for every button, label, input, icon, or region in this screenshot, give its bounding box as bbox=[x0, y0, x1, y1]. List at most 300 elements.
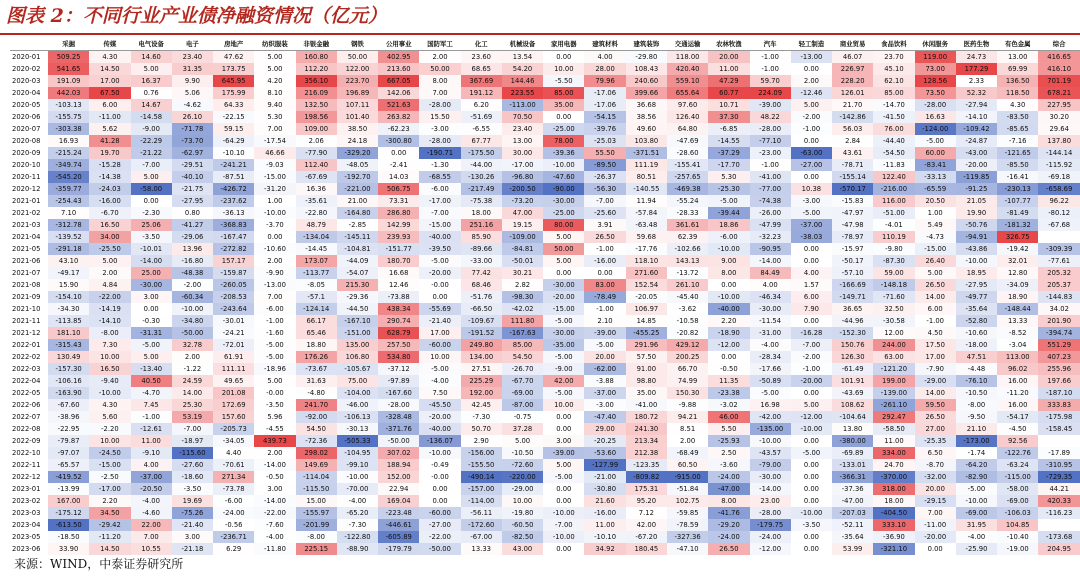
table-cell: -10.00 bbox=[708, 243, 749, 255]
table-cell: 76.00 bbox=[873, 123, 914, 135]
table-cell: 175.99 bbox=[213, 87, 254, 99]
table-cell: 7.00 bbox=[254, 291, 295, 303]
table-cell: 24.73 bbox=[956, 51, 997, 64]
table-cell: -98.30 bbox=[502, 291, 543, 303]
table-cell: 0.00 bbox=[708, 279, 749, 291]
table-cell: -16.80 bbox=[172, 255, 213, 267]
table-cell: -37.12 bbox=[378, 363, 419, 375]
table-cell: -16.00 bbox=[584, 255, 625, 267]
table-cell: 191.12 bbox=[461, 87, 502, 99]
table-cell: -5.00 bbox=[956, 483, 997, 495]
table-cell: 7.00 bbox=[419, 87, 460, 99]
table-cell: 2.06 bbox=[296, 135, 337, 147]
table-cell: -10.00 bbox=[708, 291, 749, 303]
table-cell: -328.48 bbox=[378, 411, 419, 423]
table-cell: 9.90 bbox=[172, 75, 213, 87]
table-cell: 34.50 bbox=[89, 507, 130, 519]
row-date: 2022-05 bbox=[12, 389, 41, 397]
table-cell: 0.00 bbox=[791, 471, 832, 483]
table-cell: -10.00 bbox=[791, 423, 832, 435]
table-cell: 26.40 bbox=[915, 255, 956, 267]
header-industry: 休闲服务 bbox=[915, 38, 956, 51]
table-cell: -79.00 bbox=[750, 459, 791, 471]
table-cell: -18.50 bbox=[48, 531, 89, 543]
table-cell: 108.62 bbox=[832, 399, 873, 411]
table-cell: 26.10 bbox=[172, 111, 213, 123]
table-cell: -97.07 bbox=[48, 447, 89, 459]
table-cell: -9.03 bbox=[254, 159, 295, 171]
table-cell: -4.00 bbox=[337, 495, 378, 507]
table-cell: -69.00 bbox=[502, 387, 543, 399]
table-cell: -20.00 bbox=[543, 291, 584, 303]
table-cell: -10.50 bbox=[502, 447, 543, 459]
table-cell: 0.00 bbox=[791, 495, 832, 507]
table-cell: -2.00 bbox=[791, 351, 832, 363]
table-cell: 0.00 bbox=[584, 267, 625, 279]
table-cell: -310.95 bbox=[1038, 459, 1080, 471]
table-row bbox=[10, 159, 1080, 171]
row-date: 2023-05 bbox=[12, 533, 41, 541]
table-cell: -181.32 bbox=[997, 219, 1038, 231]
table-cell: -69.00 bbox=[956, 507, 997, 519]
table-cell: -74.38 bbox=[750, 195, 791, 207]
table-cell: -88.90 bbox=[337, 543, 378, 555]
table-cell: 4.40 bbox=[213, 447, 254, 459]
table-cell: -179.79 bbox=[378, 543, 419, 555]
table-cell: -167.63 bbox=[502, 327, 543, 339]
table-cell: -44.09 bbox=[337, 255, 378, 267]
table-cell: -64.29 bbox=[213, 135, 254, 147]
table-cell: 49.65 bbox=[213, 375, 254, 387]
table-row bbox=[10, 495, 1080, 507]
table-cell: -915.00 bbox=[667, 471, 708, 483]
table-cell: -62.97 bbox=[172, 147, 213, 159]
table-cell: 225.29 bbox=[461, 375, 502, 387]
table-cell: 142.99 bbox=[378, 219, 419, 231]
table-cell: 0.00 bbox=[791, 459, 832, 471]
table-cell: 50.70 bbox=[461, 423, 502, 435]
table-cell: -9.40 bbox=[89, 375, 130, 387]
table-cell: -96.80 bbox=[502, 171, 543, 183]
table-cell: -8.00 bbox=[956, 399, 997, 411]
table-cell: 175.31 bbox=[626, 483, 667, 495]
table-cell: -14.45 bbox=[296, 243, 337, 255]
table-cell: -24.00 bbox=[750, 531, 791, 543]
table-cell: 18.95 bbox=[956, 267, 997, 279]
table-cell: -349.74 bbox=[48, 159, 89, 171]
table-cell: 32.01 bbox=[997, 255, 1038, 267]
table-cell: 215.30 bbox=[337, 279, 378, 291]
table-cell: -22.00 bbox=[419, 531, 460, 543]
table-cell: 62.39 bbox=[667, 231, 708, 243]
table-cell: -10.58 bbox=[667, 315, 708, 327]
table-cell: -3.50 bbox=[172, 483, 213, 495]
table-cell: -29.00 bbox=[915, 375, 956, 387]
table-row bbox=[10, 171, 1080, 183]
table-cell: 23.70 bbox=[873, 51, 914, 64]
table-cell: -20.00 bbox=[419, 411, 460, 423]
table-row bbox=[10, 87, 1080, 99]
table-cell: -67.00 bbox=[461, 531, 502, 543]
table-cell: -54.50 bbox=[873, 147, 914, 159]
table-cell: -73.70 bbox=[172, 135, 213, 147]
table-cell: 2.33 bbox=[956, 75, 997, 87]
table-cell: -426.72 bbox=[213, 183, 254, 195]
table-cell: 263.82 bbox=[378, 111, 419, 123]
table-cell: 7.50 bbox=[419, 387, 460, 399]
table-cell: 66.70 bbox=[667, 363, 708, 375]
table-cell: -17.89 bbox=[1038, 447, 1080, 459]
table-cell: 4.00 bbox=[584, 51, 625, 64]
table-cell: 7.10 bbox=[48, 207, 89, 219]
table-cell: 8.00 bbox=[708, 267, 749, 279]
table-cell: -243.64 bbox=[213, 303, 254, 315]
table-cell: 0.00 bbox=[708, 351, 749, 363]
table-cell: -14.00 bbox=[750, 483, 791, 495]
table-cell: 46.07 bbox=[832, 51, 873, 64]
table-cell: 35.00 bbox=[543, 99, 584, 111]
table-cell: 628.79 bbox=[378, 327, 419, 339]
table-cell: -1.60 bbox=[254, 327, 295, 339]
table-cell: 13.00 bbox=[502, 135, 543, 147]
table-cell: 205.37 bbox=[1038, 279, 1080, 291]
table-cell: -17.70 bbox=[708, 159, 749, 171]
table-row bbox=[10, 483, 1080, 495]
table-cell: -19.80 bbox=[502, 507, 543, 519]
table-cell: 5.00 bbox=[543, 255, 584, 267]
table-cell: 14.00 bbox=[915, 291, 956, 303]
table-cell: -121.65 bbox=[997, 147, 1038, 159]
table-cell: 49.60 bbox=[626, 123, 667, 135]
table-cell: 9.40 bbox=[254, 99, 295, 111]
table-cell: 180.70 bbox=[378, 255, 419, 267]
table-cell: 60.77 bbox=[708, 87, 749, 99]
row-date: 2022-01 bbox=[12, 341, 41, 349]
table-cell: -30.58 bbox=[873, 315, 914, 327]
table-cell: 134.00 bbox=[461, 351, 502, 363]
table-cell: 3.00 bbox=[131, 291, 172, 303]
table-cell: -570.17 bbox=[832, 183, 873, 195]
table-cell: -10.00 bbox=[956, 495, 997, 507]
table-cell: -4.00 bbox=[419, 375, 460, 387]
table-row bbox=[10, 195, 1080, 207]
table-cell: 177.29 bbox=[956, 63, 997, 75]
table-cell: -106.13 bbox=[337, 411, 378, 423]
table-cell: -18.60 bbox=[172, 471, 213, 483]
table-cell: 157.17 bbox=[213, 255, 254, 267]
table-cell: -167.60 bbox=[378, 387, 419, 399]
table-cell: 181.10 bbox=[48, 327, 89, 339]
table-cell: 0.00 bbox=[791, 171, 832, 183]
table-cell: -359.77 bbox=[48, 183, 89, 195]
table-cell: 0.00 bbox=[791, 387, 832, 399]
table-cell: -50.76 bbox=[956, 219, 997, 231]
row-date: 2021-02 bbox=[12, 209, 41, 217]
table-cell: -23.00 bbox=[750, 147, 791, 159]
table-row bbox=[10, 63, 1080, 75]
header-industry: 交通运输 bbox=[667, 38, 708, 51]
table-cell: -55.69 bbox=[419, 303, 460, 315]
table-cell: 534.80 bbox=[378, 351, 419, 363]
table-cell: -35.00 bbox=[543, 339, 584, 351]
table-cell: 2.82 bbox=[502, 279, 543, 291]
table-cell: -4.80 bbox=[296, 387, 337, 399]
table-cell: -272.82 bbox=[213, 243, 254, 255]
table-cell: -11.80 bbox=[254, 543, 295, 555]
table-cell: -114.04 bbox=[296, 471, 337, 483]
table-cell: -35.64 bbox=[956, 303, 997, 315]
table-row bbox=[10, 279, 1080, 291]
table-cell: 112.20 bbox=[296, 63, 337, 75]
table-cell: -217.49 bbox=[461, 183, 502, 195]
row-date: 2020-09 bbox=[12, 149, 41, 157]
row-date: 2022-09 bbox=[12, 437, 41, 445]
table-cell: -26.70 bbox=[502, 363, 543, 375]
table-cell: 53.99 bbox=[832, 543, 873, 555]
table-cell: 8.10 bbox=[254, 87, 295, 99]
table-cell: 2.10 bbox=[584, 315, 625, 327]
table-cell: 14.50 bbox=[89, 543, 130, 555]
table-row bbox=[10, 351, 1080, 363]
table-cell: -40.00 bbox=[708, 303, 749, 315]
table-cell: -82.50 bbox=[502, 531, 543, 543]
table-cell: 4.50 bbox=[915, 327, 956, 339]
table-cell: -8.70 bbox=[915, 459, 956, 471]
table-cell: -15.28 bbox=[89, 159, 130, 171]
table-cell: -5.00 bbox=[708, 195, 749, 207]
table-cell: -75.26 bbox=[172, 507, 213, 519]
table-cell: -1.00 bbox=[584, 303, 625, 315]
table-cell: -62.00 bbox=[584, 363, 625, 375]
table-cell: 21.05 bbox=[956, 195, 997, 207]
table-cell: -127.99 bbox=[584, 459, 625, 471]
table-cell: -115.00 bbox=[997, 471, 1038, 483]
table-cell: 67.77 bbox=[461, 135, 502, 147]
table-cell: -729.35 bbox=[1038, 471, 1080, 483]
table-cell: 11.94 bbox=[626, 195, 667, 207]
table-row bbox=[10, 243, 1080, 255]
table-cell: -39.44 bbox=[708, 207, 749, 219]
table-cell: 152.54 bbox=[626, 279, 667, 291]
table-cell: 64.80 bbox=[667, 123, 708, 135]
table-cell: -24.00 bbox=[708, 471, 749, 483]
table-cell: -17.66 bbox=[750, 363, 791, 375]
table-cell: 74.99 bbox=[667, 375, 708, 387]
table-cell: 14.50 bbox=[89, 63, 130, 75]
table-cell: -4.70 bbox=[131, 387, 172, 399]
table-cell: -17.06 bbox=[584, 87, 625, 99]
table-cell: -76.10 bbox=[956, 375, 997, 387]
table-cell: -22.95 bbox=[48, 423, 89, 435]
table-cell: 216.09 bbox=[296, 87, 337, 99]
table-cell: 53.19 bbox=[172, 411, 213, 423]
table-cell: -65.57 bbox=[48, 459, 89, 471]
table-cell: 36.68 bbox=[626, 99, 667, 111]
table-cell: -394.74 bbox=[1038, 327, 1080, 339]
table-cell: -419.52 bbox=[48, 471, 89, 483]
table-cell: 0.00 bbox=[791, 255, 832, 267]
table-cell: -85.50 bbox=[997, 159, 1038, 171]
table-cell: 4.00 bbox=[131, 459, 172, 471]
table-cell: -15.00 bbox=[419, 219, 460, 231]
table-cell: 23.00 bbox=[750, 495, 791, 507]
table-cell: -4.50 bbox=[997, 423, 1038, 435]
table-cell: 35.00 bbox=[626, 387, 667, 399]
table-cell: -10.00 bbox=[791, 507, 832, 519]
table-cell: -14.00 bbox=[750, 255, 791, 267]
table-cell: 42.00 bbox=[543, 375, 584, 387]
row-date: 2021-06 bbox=[12, 257, 41, 265]
table-cell: -113.85 bbox=[48, 315, 89, 327]
row-date: 2023-01 bbox=[12, 485, 41, 493]
table-cell: -8.52 bbox=[997, 327, 1038, 339]
table-cell: -8.05 bbox=[296, 279, 337, 291]
header-industry: 有色金属 bbox=[997, 38, 1038, 51]
table-cell: -241.21 bbox=[213, 159, 254, 171]
table-cell: 18.80 bbox=[296, 339, 337, 351]
table-cell: -5.00 bbox=[543, 471, 584, 483]
table-cell: 73.31 bbox=[378, 195, 419, 207]
header-industry: 轻工制造 bbox=[791, 38, 832, 51]
table-cell: -64.20 bbox=[956, 459, 997, 471]
table-cell: 42.00 bbox=[626, 519, 667, 531]
table-cell: 16.50 bbox=[89, 219, 130, 231]
table-cell: 21.00 bbox=[337, 195, 378, 207]
table-cell: -3.62 bbox=[667, 303, 708, 315]
table-cell: -10.00 bbox=[172, 303, 213, 315]
table-cell: -12.61 bbox=[131, 423, 172, 435]
table-cell: -73.78 bbox=[213, 483, 254, 495]
table-cell: -11.54 bbox=[750, 315, 791, 327]
table-cell: -30.00 bbox=[543, 279, 584, 291]
table-cell: 55.50 bbox=[584, 147, 625, 159]
table-cell: 60.50 bbox=[667, 459, 708, 471]
table-cell: 65.46 bbox=[296, 327, 337, 339]
table-cell: -658.69 bbox=[1038, 183, 1080, 195]
table-cell: -0.49 bbox=[419, 459, 460, 471]
table-cell: 2.00 bbox=[254, 447, 295, 459]
table-cell: -7.16 bbox=[997, 135, 1038, 147]
table-cell: -216.00 bbox=[873, 183, 914, 195]
table-cell: -92.00 bbox=[296, 411, 337, 423]
table-cell: -47.99 bbox=[750, 219, 791, 231]
table-cell: -99.10 bbox=[337, 459, 378, 471]
table-cell: 132.50 bbox=[296, 99, 337, 111]
table-cell: 172.69 bbox=[213, 399, 254, 411]
table-cell: 3.91 bbox=[584, 219, 625, 231]
table-cell: 198.56 bbox=[296, 111, 337, 123]
table-cell: -191.52 bbox=[461, 327, 502, 339]
table-row bbox=[10, 435, 1080, 447]
table-cell: -72.36 bbox=[296, 435, 337, 447]
table-cell: -103.13 bbox=[48, 99, 89, 111]
table-cell: 7.00 bbox=[131, 531, 172, 543]
table-cell: -261.10 bbox=[873, 399, 914, 411]
table-cell: 2.00 bbox=[791, 75, 832, 87]
table-cell: -39.00 bbox=[750, 99, 791, 111]
table-cell: -73.67 bbox=[296, 363, 337, 375]
table-cell: -380.00 bbox=[832, 435, 873, 447]
table-cell: 59.68 bbox=[626, 231, 667, 243]
row-date: 2020-03 bbox=[12, 77, 41, 85]
table-cell: 118.00 bbox=[667, 51, 708, 64]
table-cell: 2.84 bbox=[832, 135, 873, 147]
table-cell: -148.18 bbox=[873, 279, 914, 291]
table-cell: 0.00 bbox=[791, 243, 832, 255]
table-cell: 2.50 bbox=[708, 447, 749, 459]
table-cell: -139.52 bbox=[48, 231, 89, 243]
table-cell: -107.77 bbox=[997, 195, 1038, 207]
table-cell: 54.20 bbox=[502, 63, 543, 75]
table-cell: -221.00 bbox=[337, 183, 378, 195]
table-cell: -51.69 bbox=[461, 111, 502, 123]
chart-title: 图表 2：不同行业产业债净融资情况（亿元） bbox=[6, 5, 387, 27]
table-cell: -1.00 bbox=[584, 243, 625, 255]
table-cell: 8.51 bbox=[667, 423, 708, 435]
table-cell: 5.50 bbox=[708, 423, 749, 435]
table-cell: 67.50 bbox=[89, 87, 130, 99]
table-cell: 136.50 bbox=[997, 75, 1038, 87]
table-cell: 28.00 bbox=[584, 63, 625, 75]
table-cell: -11.20 bbox=[997, 387, 1038, 399]
table-cell: -469.38 bbox=[667, 183, 708, 195]
table-cell: -34.30 bbox=[48, 303, 89, 315]
table-cell: 9.00 bbox=[708, 255, 749, 267]
row-date: 2020-07 bbox=[12, 125, 41, 133]
table-cell: -39.76 bbox=[584, 123, 625, 135]
table-cell: 4.00 bbox=[750, 279, 791, 291]
table-cell: 678.21 bbox=[1038, 87, 1080, 99]
table-cell: 50.00 bbox=[337, 51, 378, 64]
table-cell: -144.83 bbox=[1038, 291, 1080, 303]
table-cell: -545.20 bbox=[48, 171, 89, 183]
table-cell: -139.00 bbox=[873, 387, 914, 399]
table-cell: -56.11 bbox=[461, 507, 502, 519]
table-cell: -30.00 bbox=[750, 303, 791, 315]
table-cell: 167.00 bbox=[48, 495, 89, 507]
table-cell: -14.55 bbox=[708, 135, 749, 147]
table-cell: -145.11 bbox=[337, 231, 378, 243]
table-cell: 1.00 bbox=[915, 207, 956, 219]
table-cell: -0.00 bbox=[254, 387, 295, 399]
table-cell: -91.25 bbox=[956, 183, 997, 195]
table-cell: 14.67 bbox=[131, 99, 172, 111]
table-cell: -27.94 bbox=[956, 99, 997, 111]
table-cell: -30.00 bbox=[543, 327, 584, 339]
table-cell: -60.50 bbox=[502, 519, 543, 531]
table-cell: 5.00 bbox=[89, 255, 130, 267]
table-cell: 2.20 bbox=[89, 495, 130, 507]
table-cell: -33.13 bbox=[915, 171, 956, 183]
table-cell: 7.90 bbox=[791, 303, 832, 315]
table-cell: 96.02 bbox=[997, 363, 1038, 375]
table-cell: 68.65 bbox=[461, 63, 502, 75]
table-cell: -49.77 bbox=[956, 291, 997, 303]
table-cell: -45.50 bbox=[419, 399, 460, 411]
table-row bbox=[10, 291, 1080, 303]
table-cell: -67.60 bbox=[48, 399, 89, 411]
table-cell: -29.51 bbox=[172, 159, 213, 171]
table-cell: -11.00 bbox=[915, 519, 956, 531]
table-cell: -102.66 bbox=[667, 243, 708, 255]
table-cell: -47.69 bbox=[667, 135, 708, 147]
table-cell: -809.82 bbox=[626, 471, 667, 483]
table-cell: 30.21 bbox=[502, 267, 543, 279]
row-date: 2020-02 bbox=[12, 65, 41, 73]
table-cell: 79.96 bbox=[584, 75, 625, 87]
table-cell: -10.00 bbox=[89, 387, 130, 399]
table-cell: -50.00 bbox=[419, 543, 460, 555]
